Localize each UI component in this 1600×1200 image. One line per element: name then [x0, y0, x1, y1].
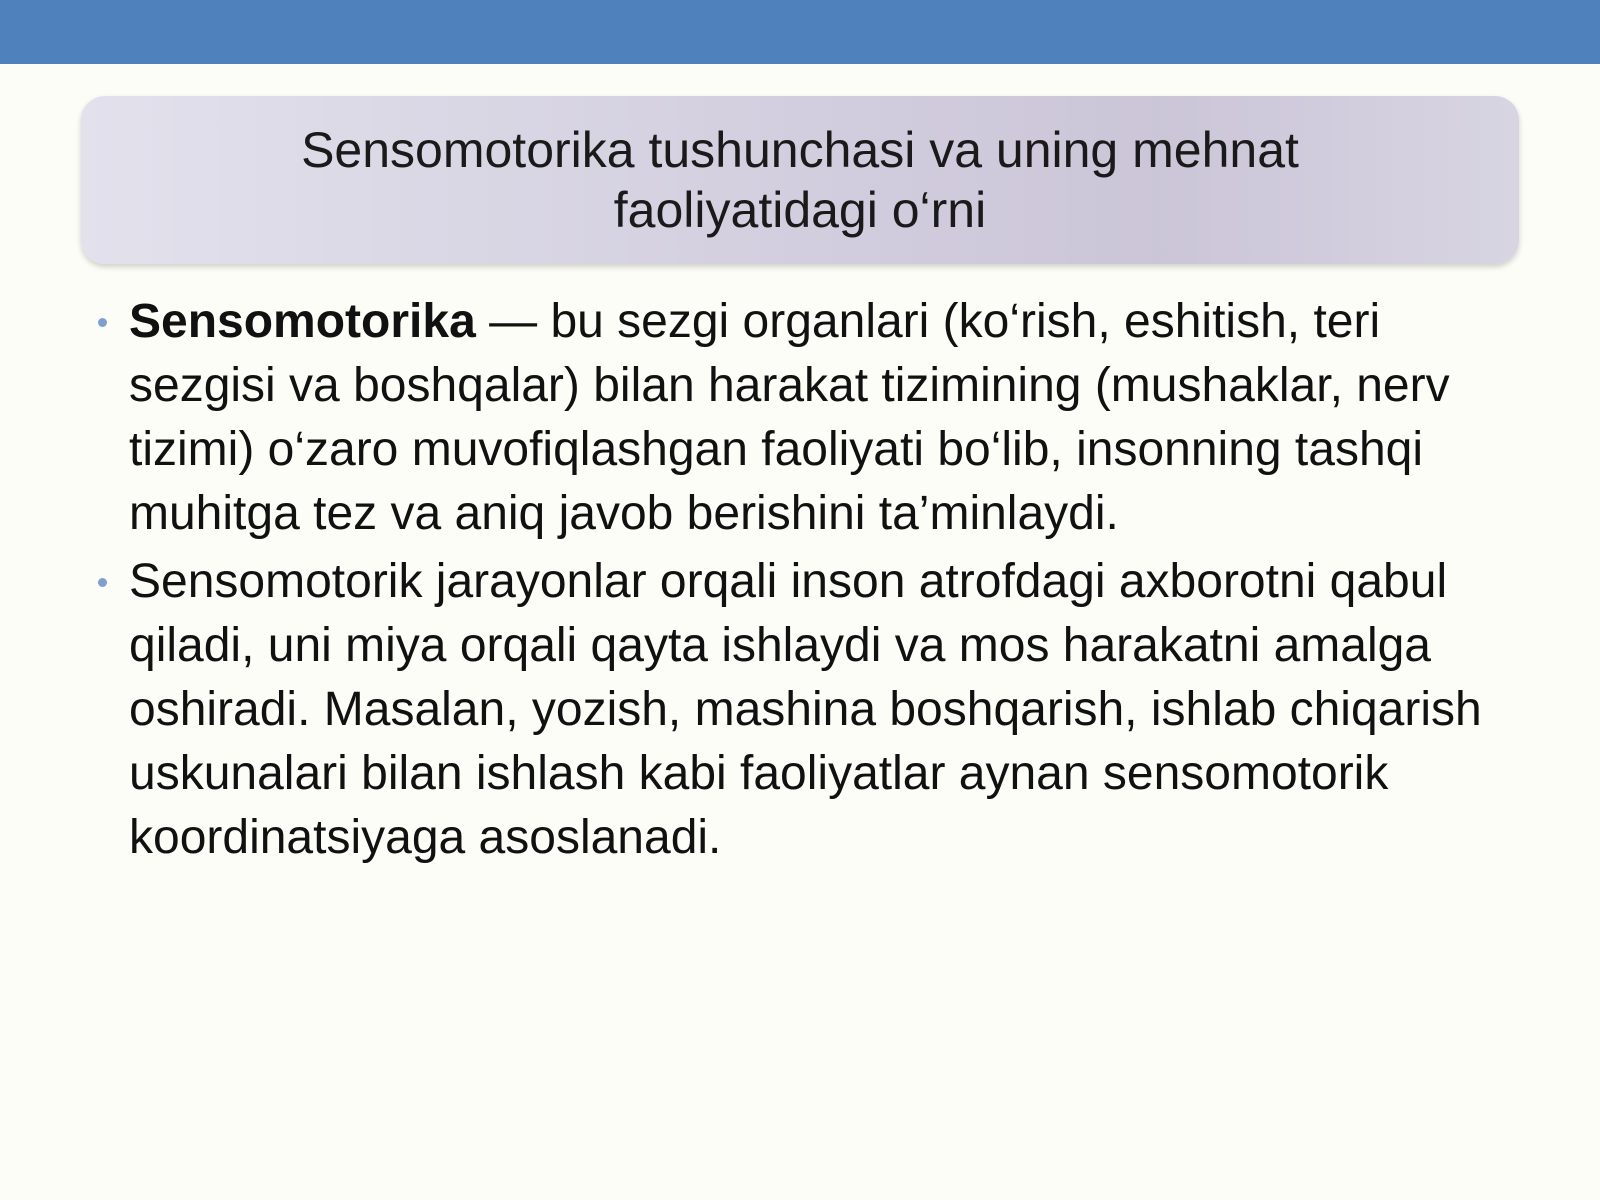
- slide-title-box: [81, 96, 1519, 264]
- bullet-dot-icon: [98, 578, 107, 587]
- slide-body: [96, 290, 1526, 874]
- bullet-item-1: [96, 290, 1526, 546]
- slide-title-line-2: faoliyatidagi o‘rni: [613, 182, 987, 238]
- top-accent-bar: [0, 0, 1600, 64]
- bullet-1-text: — bu sezgi organlari (ko‘rish, eshitish, teri sezgisi va boshqalar) bilan harakat tizimining (mushaklar, nerv tizimi) o‘zaro muvofiqlashgan faoliyati bo‘lib, insonning tashqi muhitga tez va aniq javob berishini ta’minlaydi.: [129, 295, 1450, 540]
- bullet-dot-icon: [98, 318, 107, 327]
- bullet-2-text: Sensomotorik jarayonlar orqali inson atrofdagi axborotni qabul qiladi, uni miya orqali qayta ishlaydi va mos harakatni amalga oshiradi. Masalan, yozish, mashina boshqarish, ishlab chiqarish uskunalari bilan ishlash kabi faoliyatlar aynan sensomotorik koordinatsiyaga asoslanadi.: [129, 555, 1482, 864]
- slide-title-line-1: Sensomotorika tushunchasi va uning mehnat: [301, 122, 1299, 178]
- slide-title: [200, 120, 1400, 240]
- bullet-item-2: [96, 550, 1526, 870]
- bullet-1-term: Sensomotorika: [129, 295, 476, 348]
